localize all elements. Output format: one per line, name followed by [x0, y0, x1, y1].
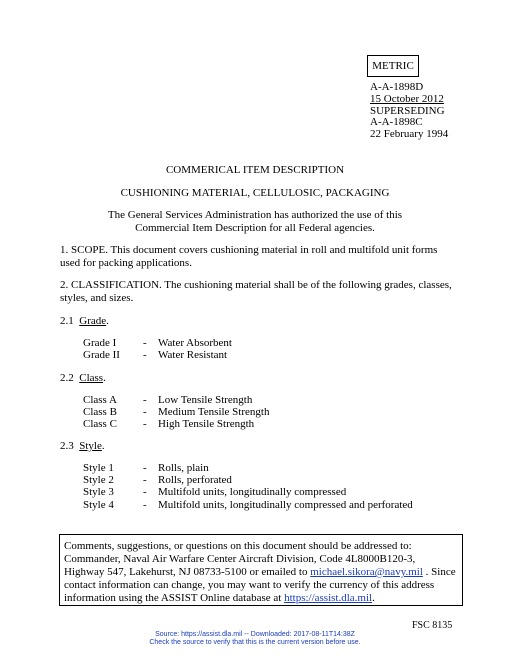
authorization-line-1: The General Services Administration has authorized the use of this	[107, 209, 403, 221]
class-list	[83, 394, 269, 431]
style-heading	[60, 440, 105, 452]
style-name: Style 4	[83, 498, 114, 511]
document-subtitle: CUSHIONING MATERIAL, CELLULOSIC, PACKAGING	[120, 187, 390, 199]
class-name: Class B	[83, 406, 117, 419]
list-item	[83, 462, 413, 474]
list-item	[83, 337, 232, 349]
footer-check-line: Check the source to verify that this is the current version before use.	[149, 639, 361, 646]
grade-dash: -	[143, 337, 147, 349]
document-number: A-A-1898D	[370, 81, 424, 93]
list-item	[83, 474, 413, 486]
style-dash: -	[143, 486, 147, 499]
class-description: Low Tensile Strength	[158, 394, 253, 406]
style-name: Style 1	[83, 462, 114, 474]
assist-link[interactable]: https://assist.dla.mil	[284, 592, 373, 604]
style-dash: -	[143, 498, 147, 511]
comments-text-continued: . Since contact information can change, you may want to verify the currency of this address information using the ASSIST Online database at	[64, 566, 456, 604]
grade-heading	[60, 315, 109, 327]
scope-paragraph: 1. SCOPE. This document covers cushioning material in roll and multifold unit forms used for packing applications.	[60, 244, 438, 269]
style-description: Rolls, perforated	[158, 474, 232, 487]
list-item	[83, 418, 269, 430]
class-section-number: 2.2	[60, 372, 74, 384]
grade-section-title: Grade	[79, 315, 107, 327]
class-dash: -	[143, 418, 147, 431]
authorization-statement	[0, 209, 510, 235]
class-dash: -	[143, 406, 147, 419]
comments-text-end: .	[372, 592, 375, 604]
style-section-title: Style	[79, 440, 102, 452]
style-name: Style 2	[83, 474, 114, 487]
grade-name: Grade II	[83, 349, 120, 362]
document-date: 15 October 2012	[370, 92, 444, 105]
grade-name: Grade I	[83, 337, 117, 349]
style-name: Style 3	[83, 486, 114, 499]
list-item	[83, 394, 269, 406]
class-dash: -	[143, 394, 147, 406]
grade-dash: -	[143, 349, 147, 362]
metric-label: METRIC	[367, 55, 419, 77]
list-item	[83, 406, 269, 418]
class-name: Class A	[83, 394, 117, 406]
grade-description: Water Resistant	[158, 349, 228, 362]
grade-section-number: 2.1	[60, 315, 74, 327]
class-section-punct: .	[103, 372, 106, 384]
class-name: Class C	[83, 418, 117, 431]
class-heading	[60, 372, 106, 384]
list-item	[83, 486, 413, 498]
list-item	[83, 499, 413, 511]
authorization-line-2: Commercial Item Description for all Federal agencies.	[135, 222, 375, 234]
fsc-code: FSC 8135	[412, 620, 453, 631]
style-section-punct: .	[101, 440, 105, 452]
class-description: Medium Tensile Strength	[158, 406, 270, 419]
grade-list	[83, 337, 232, 361]
style-dash: -	[143, 462, 147, 474]
superseded-number: A-A-1898C	[370, 116, 423, 129]
style-list	[83, 462, 413, 511]
comments-box	[59, 534, 463, 606]
style-description: Multifold units, longitudinally compressed and perforated	[158, 498, 413, 511]
email-link[interactable]: michael.sikora@navy.mil	[310, 566, 423, 578]
superseded-date: 22 February 1994	[370, 128, 449, 141]
style-dash: -	[143, 474, 147, 487]
superseding-label: SUPERSEDING	[370, 104, 445, 117]
footer-source-line: Source: https://assist.dla.mil -- Downloaded: 2017-08-11T14:38Z	[155, 631, 355, 638]
class-description: High Tensile Strength	[158, 418, 255, 431]
grade-section-punct: .	[106, 315, 109, 327]
document-title: COMMERICAL ITEM DESCRIPTION	[165, 164, 345, 176]
download-footer	[0, 631, 510, 647]
list-item	[83, 349, 232, 361]
comments-text: Comments, suggestions, or questions on this document should be addressed to: Commander, Naval Air Warfare Center Aircraft Division, Code 4L8000B120-3, Highway 547, Lakehurst, NJ 08733-5100 or emailed to	[64, 540, 416, 578]
style-description: Rolls, plain	[158, 462, 209, 474]
style-description: Multifold units, longitudinally compressed	[158, 486, 347, 499]
document-identifiers	[370, 82, 448, 141]
grade-description: Water Absorbent	[158, 337, 232, 349]
style-section-number: 2.3	[60, 440, 74, 452]
class-section-title: Class	[79, 372, 104, 384]
classification-paragraph: 2. CLASSIFICATION. The cushioning material shall be of the following grades, classes, styles, and sizes.	[60, 279, 452, 304]
